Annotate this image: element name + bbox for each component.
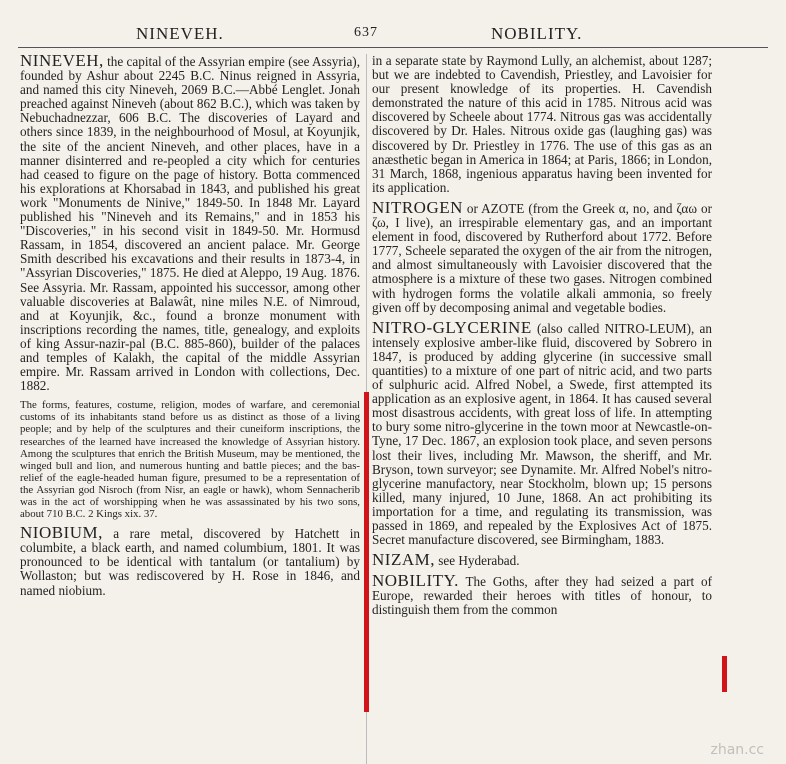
entry-heading: NIZAM,: [372, 550, 435, 570]
entry-nobility: [372, 571, 712, 618]
entry-nizam: [372, 550, 712, 570]
right-column: [372, 54, 712, 624]
highlight-bar-left: [364, 392, 369, 712]
entry-nitric-continued: [372, 54, 712, 195]
watermark: zhan.cc: [710, 742, 764, 758]
entry-body: in a separate state by Raymond Lully, an alchemist, about 1287; but we are indebted to Cavendish, Priestley, and Lavoisier for our present knowledge of its properties. H. Cavendish demonstrated the nature of this acid in 1785. Nitrous acid was discovered by Scheele about 1774. Nitrous gas was accidentally discovered by Dr. Hales. Nitrous oxide gas (laughing gas) was discovered by Dr. Priestley in 1776. The use of this gas as an anæsthetic began in America in 1864; at Paris, 1866; in London, 31 March, 1868, ingenious apparatus having been invented for its application.: [372, 53, 712, 195]
entry-heading: NOBILITY.: [372, 571, 459, 591]
header-right-title: NOBILITY.: [491, 24, 583, 43]
page-number: 637: [354, 25, 378, 40]
entry-body: or AZOTE (from the Greek α, no, and ζαω or ζω, I live), an irrespirable elementary gas, and an important element in food, discovered by Rutherford about 1772. Before 1777, Scheele separated the oxygen of the air from the nitrogen, and almost simultaneously with Lavoisier discovered that the atmosphere is a mixture of these two gases. Nitrogen combined with hydrogen forms the volatile alkali ammonia, so freely given off by decomposing animal and vegetable bodies.: [372, 200, 712, 315]
entry-heading: NITRO-GLYCERINE: [372, 317, 532, 337]
entry-niobium: [20, 523, 361, 598]
entry-nitrogen: [372, 197, 712, 315]
header-left-title: NINEVEH.: [136, 24, 224, 43]
entry-nineveh: [20, 51, 360, 394]
header-rule: [18, 47, 768, 48]
entry-body: the capital of the Assyrian empire (see Assyria), founded by Ashur about 2245 B.C. Ninus reigned in Assyria, and named this city Nineveh, 2069 B.C.—Abbé Lenglet. Jonah preached against Nineveh (about 862 B.C.), which was taken by Nebuchadnezzar, 606 B.C. The discoveries of Layard and others since 1839, in the neighbourhood of Mosul, at Koyunjik, the site of the ancient Nineveh, and other places, have in a manner disinterred and re-peopled a city which for centuries had ceased to figure on the page of history. Botta commenced his explorations at Khorsabad in 1843, and published his great work "Monuments de Ninive," 1849-50. In 1848 Mr. Layard published his "Nineveh and its Remains," and in 1853 his "Discoveries," in his second visit in 1849-50. Mr. Hormusd Rassam, in 1854, discovered an ancient palace. Mr. George Smith described his excavations and their results in 1873-4, in "Assyrian Discoveries," 1875. He died at Aleppo, 19 Aug. 1876. See Assyria. Mr. Rassam, appointed his successor, among other valuable discoveries at Balawât, nine miles N.E. of Nimroud, and at Koyunjik, &c., found a bronze monument with inscriptions recording the names, title, genealogy, and exploits of king Assur-nazir-pal (B.C. 885-860), builder of the palaces and temples of Kalakh, the capital of the middle Assyrian empire. Mr. Rassam arrived in London with collections, Dec. 1882.: [20, 54, 360, 394]
left-column: [20, 51, 361, 604]
running-header: [18, 24, 768, 48]
highlight-bar-right: [722, 656, 727, 692]
entry-body: see Hyderabad.: [438, 553, 520, 569]
entry-body: (also called NITRO-LEUM), an intensely explosive amber-like fluid, discovered by Sobrero in 1847, is produced by adding glycerine (in successive small quantities) to a mixture of one part of nitric acid, and two parts of sulphuric acid. Alfred Nobel, a Swede, first attempted its application as an explosive agent, in 1864. It has caused several most disastrous accidents, with great loss of life. In attempting to bury some nitro-glycerine in the town moor at Newcastle-on-Tyne, 17 Dec. 1867, an explosion took place, and seven persons lost their lives, including Mr. Mawson, the sheriff, and Mr. Bryson, town surveyor; see Dynamite. Mr. Alfred Nobel's nitro-glycerine manufactory, near Stockholm, blown up; 15 persons killed, many injured, 10 June, 1868. An act prohibiting its importation for a time, and regulating its transmission, was passed in 1869, and repealed by the Explosives Act of 1875. Secret manufacture discovered, see Birmingham, 1883.: [372, 320, 713, 548]
entry-body: a rare metal, discovered by Hatchett in columbite, a black earth, and named columbium, 1801. It was pronounced to be identical with tantalum (or tantalium) by Wollaston; but was rediscovered by H. Rose in 1846, and named niobium.: [20, 526, 361, 598]
entry-heading: NIOBIUM,: [20, 523, 103, 543]
entry-heading: NITROGEN: [372, 197, 463, 217]
entry-nitro-glycerine: [372, 317, 713, 548]
entry-heading: NINEVEH,: [20, 51, 104, 70]
entry-note: The forms, features, costume, religion, modes of warfare, and ceremonial customs of its inhabitants stand before us as distinct as those of a living people; and by help of the sculptures and their cuneiform inscriptions, the researches of the learned have increased the knowledge of Assyrian history. Among the sculptures that enrich the British Museum, may be mentioned, the winged bull and lion, and numerous hunting and battle pieces; and the bas-relief of the eagle-headed human figure, presumed to be a representation of the Assyrian god Nisroch (from Nisr, an eagle or hawk), whom Sennacherib was in the act of worshipping when he was assassinated by his two sons, about 710 B.C. 2 Kings xix. 37.: [20, 399, 360, 521]
entry-body: The Goths, after they had seized a part of Europe, rewarded their heroes with titles of honour, to distinguish them from the common: [372, 574, 712, 618]
